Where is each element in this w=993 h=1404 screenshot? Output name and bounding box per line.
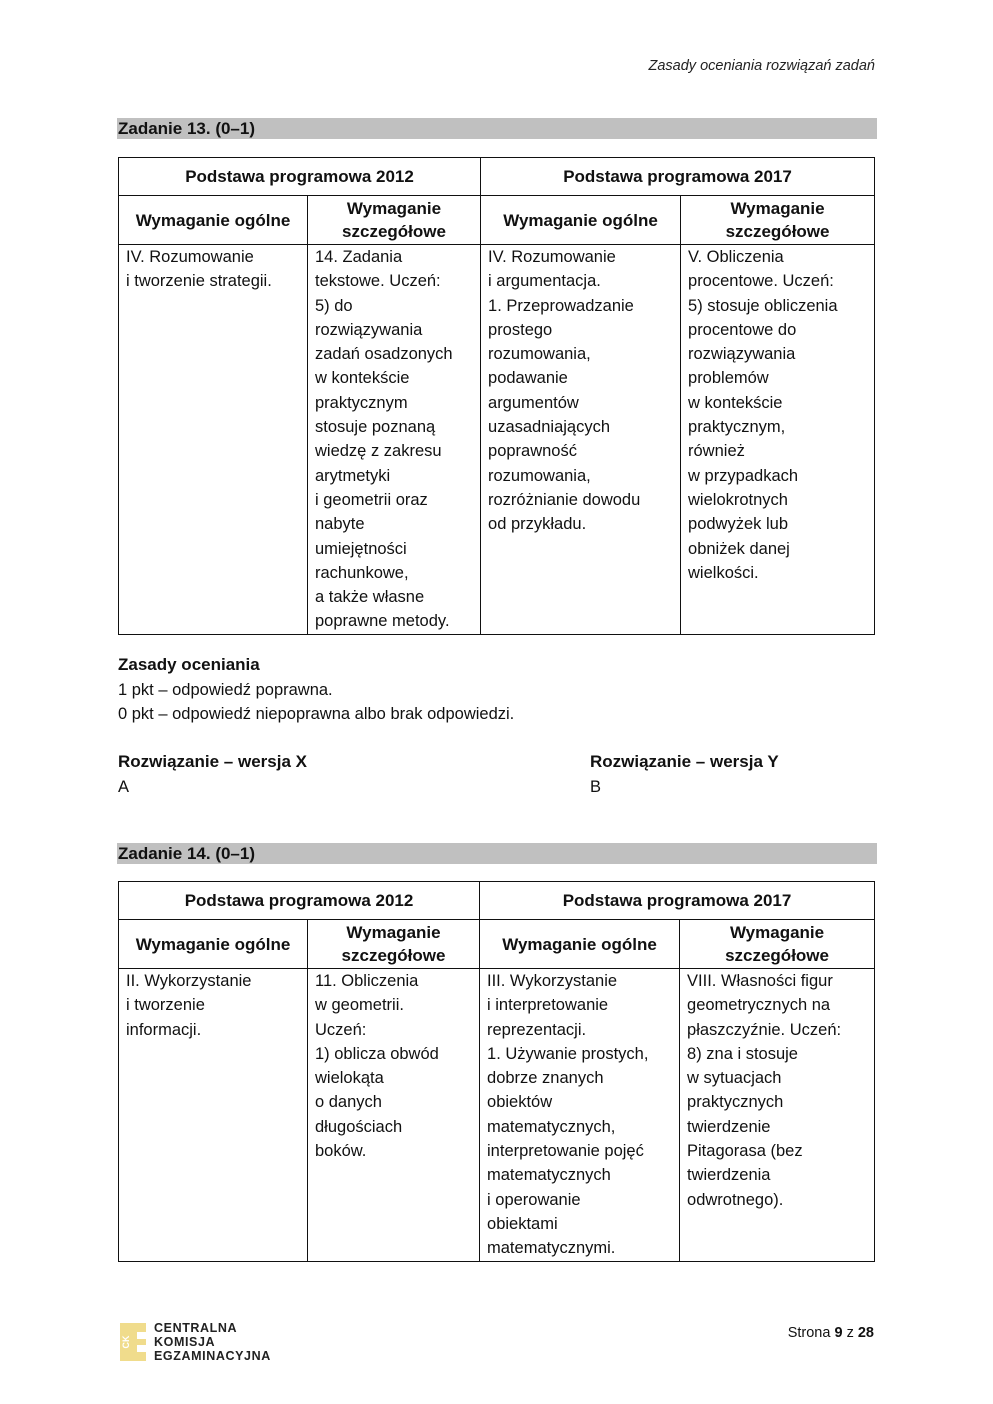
table-cell — [308, 245, 481, 635]
cell-text-line: boków. — [315, 1142, 367, 1161]
cell-text-line: 14. Zadania — [315, 248, 403, 266]
cell-text-line: 5) do — [315, 296, 353, 315]
scoring-line-1: 1 pkt – odpowiedź poprawna. — [118, 681, 333, 699]
table-cell — [119, 245, 308, 635]
cke-logo — [120, 1321, 271, 1363]
cell-text-line: podwyżek lub — [688, 515, 788, 534]
cell-text-line: płaszczyźnie. Uczeń: — [687, 1020, 842, 1039]
scoring-line-0: 0 pkt – odpowiedź niepoprawna albo brak odpowiedzi. — [118, 705, 515, 723]
task-13-title: Zadanie 13. (0–1) — [117, 118, 877, 139]
column-header: Wymaganie ogólne — [480, 920, 680, 969]
cell-text-line: rozróżnianie dowodu — [488, 490, 641, 509]
cell-text-line: a także własne — [315, 588, 425, 607]
table-cell — [308, 969, 480, 1262]
cell-text-line: praktycznym — [315, 393, 408, 412]
column-header: Wymaganie szczegółowe — [308, 920, 480, 969]
running-header: Zasady oceniania rozwiązań zadań — [648, 58, 875, 74]
cell-text-line: Uczeń: — [315, 1020, 367, 1039]
table-cell — [680, 969, 875, 1262]
cell-text-line: długościach — [315, 1117, 403, 1136]
cell-text-line: twierdzenie — [687, 1117, 771, 1136]
cell-text-line: obiektami — [487, 1214, 558, 1233]
table-cell — [481, 245, 681, 635]
cell-text-line: prostego — [488, 320, 553, 339]
cell-text-line: rozwiązywania — [315, 320, 423, 339]
cell-text-line: odwrotnego). — [687, 1190, 784, 1209]
logo-line: KOMISJA — [154, 1335, 216, 1349]
cell-text-line: arytmetyki — [315, 466, 391, 485]
svg-text:CK: CK — [121, 1335, 131, 1349]
cell-text-line: praktycznym, — [688, 418, 786, 437]
logo-line: CENTRALNA — [154, 1321, 238, 1335]
cell-text-line: uzasadniających — [488, 418, 611, 437]
cell-text-line: rozumowania, — [488, 345, 591, 364]
cell-text-line: problemów — [688, 369, 769, 388]
cell-text-line: i tworzenie — [126, 996, 205, 1015]
cell-text-line: i interpretowanie — [487, 996, 609, 1015]
cell-text-line: w sytuacjach — [687, 1069, 782, 1088]
column-header: Wymaganie szczegółowe — [308, 196, 481, 245]
task-14-requirements-table — [118, 881, 875, 1262]
cell-text-line: interpretowanie pojęć — [487, 1142, 644, 1161]
cell-text-line: również — [688, 442, 745, 461]
table-cell — [681, 245, 875, 635]
cell-text-line: poprawne metody. — [315, 612, 450, 631]
solution-x-answer: A — [118, 778, 130, 796]
cell-text-line: rozwiązywania — [688, 345, 796, 364]
cell-text-line: wielokrotnych — [688, 490, 788, 509]
cell-text-line: w przypadkach — [688, 466, 799, 485]
scoring-heading: Zasady oceniania — [118, 655, 260, 674]
column-header: Wymaganie ogólne — [119, 920, 308, 969]
cell-text-line: i operowanie — [487, 1190, 581, 1209]
column-header: Wymaganie szczegółowe — [681, 196, 875, 245]
cell-text-line: matematycznymi. — [487, 1239, 616, 1258]
cell-text-line: w kontekście — [688, 393, 783, 412]
cell-text-line: w geometrii. — [315, 996, 404, 1015]
cell-text-line: V. Obliczenia — [688, 248, 784, 266]
cell-text-line: w kontekście — [315, 369, 410, 388]
solution-y-answer: B — [590, 778, 602, 796]
cell-text-line: VIII. Własności figur — [687, 972, 833, 990]
cell-text-line: praktycznych — [687, 1093, 784, 1112]
cell-text-line: dobrze znanych — [487, 1069, 604, 1088]
group-header-2017: Podstawa programowa 2017 — [480, 882, 875, 920]
cell-text-line: 1. Przeprowadzanie — [488, 296, 634, 315]
cell-text-line: geometrycznych na — [687, 996, 831, 1015]
solution-x-heading: Rozwiązanie – wersja X — [118, 752, 307, 771]
cell-text-line: matematycznych, — [487, 1117, 616, 1136]
cell-text-line: o danych — [315, 1093, 382, 1112]
cell-text-line: i geometrii oraz — [315, 490, 428, 509]
cell-text-line: procentowe do — [688, 320, 797, 339]
cell-text-line: IV. Rozumowanie — [488, 248, 616, 266]
cell-text-line: i argumentacja. — [488, 272, 601, 291]
logo-line: EGZAMINACYJNA — [154, 1349, 271, 1363]
cell-text-line: 8) zna i stosuje — [687, 1044, 798, 1063]
cell-text-line: 5) stosuje obliczenia — [688, 296, 838, 315]
cell-text-line: II. Wykorzystanie — [126, 972, 252, 990]
cell-text-line: wiedzę z zakresu — [315, 442, 442, 461]
cell-text-line: wielkości. — [688, 563, 759, 582]
cell-text-line: obiektów — [487, 1093, 553, 1112]
cell-text-line: i tworzenie strategii. — [126, 272, 272, 291]
group-header-2012: Podstawa programowa 2012 — [119, 158, 481, 196]
cell-text-line: 1) oblicza obwód — [315, 1044, 439, 1063]
table-cell — [480, 969, 680, 1262]
cell-text-line: rozumowania, — [488, 466, 591, 485]
solution-y-heading: Rozwiązanie – wersja Y — [590, 752, 779, 771]
table-row — [119, 969, 875, 1262]
column-header: Wymaganie ogólne — [481, 196, 681, 245]
cell-text-line: argumentów — [488, 393, 579, 412]
cell-text-line: nabyte — [315, 515, 365, 534]
cell-text-line: matematycznych — [487, 1166, 611, 1185]
table-row — [119, 245, 875, 635]
cell-text-line: III. Wykorzystanie — [487, 972, 618, 990]
cell-text-line: stosuje poznaną — [315, 418, 436, 437]
cell-text-line: umiejętności — [315, 539, 407, 558]
group-header-2012: Podstawa programowa 2012 — [119, 882, 480, 920]
cell-text-line: od przykładu. — [488, 515, 587, 534]
table-cell — [119, 969, 308, 1262]
cell-text-line: zadań osadzonych — [315, 345, 453, 364]
cell-text-line: poprawność — [488, 442, 577, 461]
group-header-2017: Podstawa programowa 2017 — [481, 158, 875, 196]
cell-text-line: obniżek danej — [688, 539, 790, 558]
cke-logo-mark-icon — [120, 1323, 146, 1361]
column-header: Wymaganie ogólne — [119, 196, 308, 245]
cell-text-line: reprezentacji. — [487, 1020, 587, 1039]
cell-text-line: 11. Obliczenia — [315, 972, 419, 990]
cell-text-line: informacji. — [126, 1020, 202, 1039]
cell-text-line: procentowe. Uczeń: — [688, 272, 834, 291]
cell-text-line: IV. Rozumowanie — [126, 248, 254, 266]
cell-text-line: tekstowe. Uczeń: — [315, 272, 441, 291]
task-14-title: Zadanie 14. (0–1) — [117, 843, 877, 864]
cell-text-line: rachunkowe, — [315, 563, 409, 582]
cell-text-line: podawanie — [488, 369, 568, 388]
column-header: Wymaganie szczegółowe — [680, 920, 875, 969]
page-number: Strona 9 z 28 — [787, 1325, 874, 1341]
cell-text-line: Pitagorasa (bez — [687, 1142, 803, 1161]
cell-text-line: twierdzenia — [687, 1166, 771, 1185]
task-13-requirements-table — [118, 157, 875, 635]
cell-text-line: wielokąta — [315, 1069, 384, 1088]
cell-text-line: 1. Używanie prostych, — [487, 1044, 649, 1063]
